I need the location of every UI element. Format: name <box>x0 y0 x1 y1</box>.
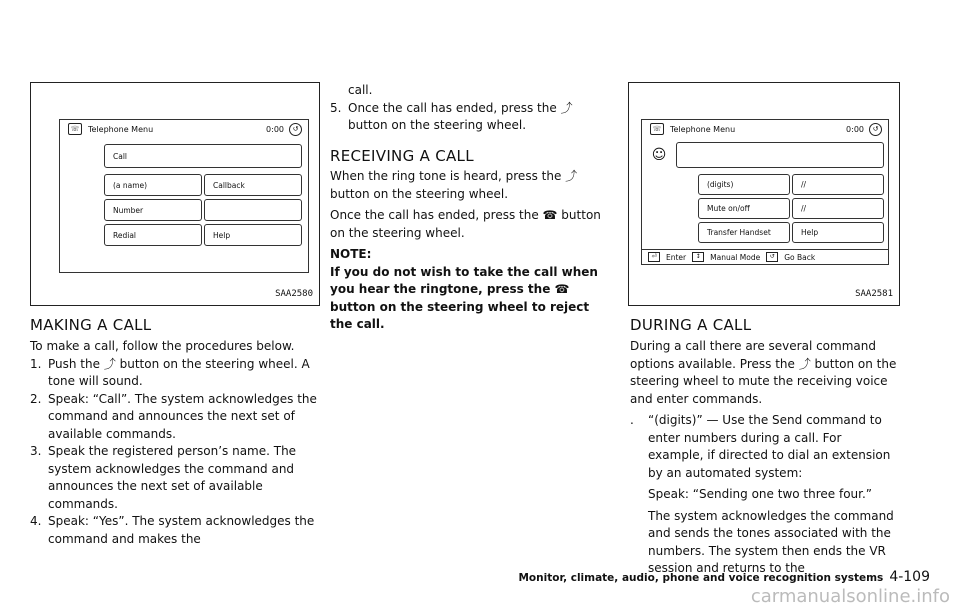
digits-bullet: . “(digits)” — Use the Send command to enter numbers during a call. For example, if directed to dial an extension by an automated system: Speak: “Sending one two three four.” The system acknowledges the command and sends the tones associated with the numbers. The system then ends the VR session and returns to the <box>630 413 894 575</box>
watermark: carmanualsonline.info <box>750 586 950 607</box>
empty-button[interactable]: // <box>792 174 884 195</box>
back-icon[interactable]: ↺ <box>869 123 882 136</box>
step-1: 1. Push the ⤴ button on the steering wheel. A tone will sound. <box>30 356 310 388</box>
heading-making-a-call: MAKING A CALL <box>30 316 152 334</box>
heading-during-a-call: DURING A CALL <box>630 316 752 334</box>
step-2: 2. Speak: “Call”. The system acknowledges the command and announces the next set of available commands. <box>30 391 317 441</box>
step-3: 3. Speak the registered person’s name. The system acknowledges the command and announces the next set of available commands. <box>30 444 297 511</box>
step-4: 4. Speak: “Yes”. The system acknowledges the command and makes the <box>30 514 315 546</box>
title-bar <box>60 120 308 138</box>
call-button[interactable]: Call <box>104 144 302 168</box>
empty-button[interactable] <box>204 199 302 221</box>
screen-title: Telephone Menu <box>670 124 736 134</box>
mute-button[interactable]: Mute on/off <box>698 198 790 219</box>
column-2-text <box>330 82 612 135</box>
screen <box>59 119 309 273</box>
figure-telephone-menu <box>30 82 320 306</box>
heading-receiving-a-call: RECEIVING A CALL <box>330 147 474 165</box>
enter-label: Enter <box>666 252 687 262</box>
page-number: 4-109 <box>889 569 930 585</box>
note-label: NOTE: <box>330 247 372 261</box>
enter-icon: ⏎ <box>648 252 660 262</box>
redial-button[interactable]: Redial <box>104 224 202 246</box>
note-text: If you do not wish to take the call when you hear the ringtone, press the ☎ button on the steering wheel to reject the call. <box>330 264 598 331</box>
result-field <box>676 142 884 168</box>
number-button[interactable]: Number <box>104 199 202 221</box>
bottom-bar <box>642 249 888 264</box>
screen-title: Telephone Menu <box>88 124 154 134</box>
a-name-button[interactable]: (a name) <box>104 174 202 196</box>
receiving-p1: When the ring tone is heard, press the ⤴ button on the steering wheel. <box>330 169 578 201</box>
figure-caption: SAA2581 <box>855 289 893 299</box>
manual-mode-label: Manual Mode <box>710 252 761 262</box>
receiving-p2: Once the call has ended, press the ☎ button on the steering wheel. <box>330 208 601 240</box>
page-footer <box>518 569 930 585</box>
transfer-handset-button[interactable]: Transfer Handset <box>698 222 790 243</box>
help-button[interactable]: Help <box>792 222 884 243</box>
empty-button[interactable]: // <box>792 198 884 219</box>
phone-icon: ☏ <box>650 123 664 135</box>
manual-icon: ↕ <box>692 252 704 262</box>
figure-during-call-menu <box>628 82 900 306</box>
phone-icon: ☏ <box>68 123 82 135</box>
voice-icon: ☺ <box>646 142 672 168</box>
screen <box>641 119 889 265</box>
step-4-continued: call. <box>348 83 373 97</box>
help-button[interactable]: Help <box>204 224 302 246</box>
call-time: 0:00 <box>266 124 284 134</box>
call-time: 0:00 <box>846 124 864 134</box>
making-call-text <box>30 338 322 548</box>
title-bar <box>642 120 888 138</box>
step-5: 5. Once the call has ended, press the ⤴ button on the steering wheel. <box>330 100 573 132</box>
go-back-label: Go Back <box>784 252 816 262</box>
back-icon[interactable]: ↺ <box>289 123 302 136</box>
callback-button[interactable]: Callback <box>204 174 302 196</box>
back-icon: ↺ <box>766 252 778 262</box>
figure-caption: SAA2580 <box>275 289 313 299</box>
during-call-text <box>630 338 900 578</box>
digits-button[interactable]: (digits) <box>698 174 790 195</box>
making-intro: To make a call, follow the procedures below. <box>30 339 295 353</box>
section-name: Monitor, climate, audio, phone and voice recognition systems <box>518 572 884 584</box>
during-p1: During a call there are several command options available. Press the ⤴ button on the steering wheel to mute the receiving voice and enter commands. <box>630 339 897 406</box>
receiving-call-text <box>330 168 612 334</box>
